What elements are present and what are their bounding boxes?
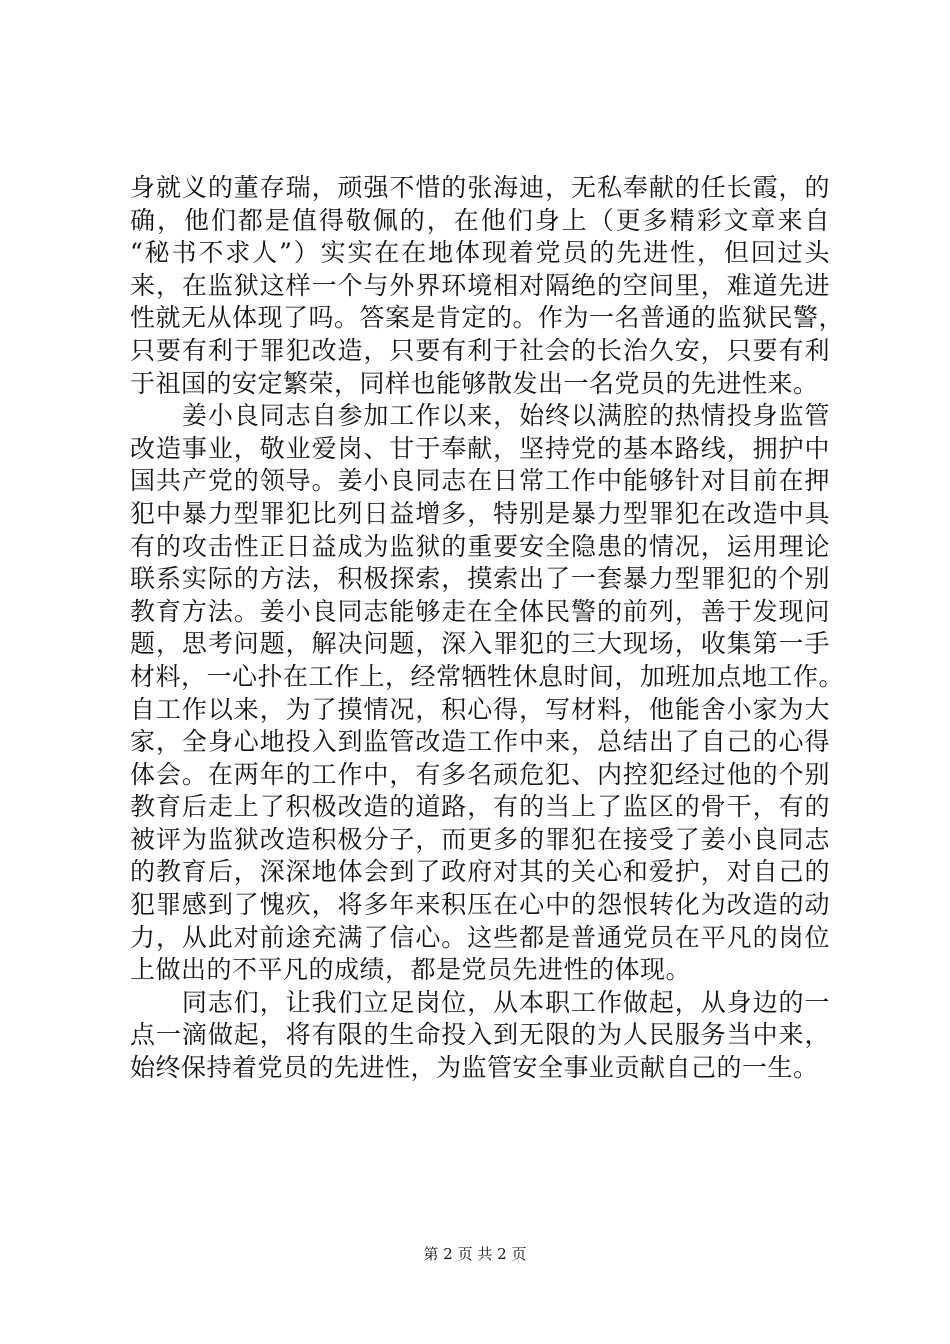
text-line: 改造事业，敬业爱岗、甘于奉献，坚持党的基本路线，拥护中: [130, 433, 830, 463]
text-line: 犯罪感到了愧疚，将多年来积压在心中的怨恨转化为改造的动: [130, 890, 830, 920]
text-line: 犯中暴力型罪犯比列日益增多，特别是暴力型罪犯在改造中具: [130, 498, 830, 528]
text-line: 始终保持着党员的先进性，为监管安全事业贡献自己的一生。: [130, 1053, 819, 1083]
text-line: 被评为监狱改造积极分子，而更多的罪犯在接受了姜小良同志: [130, 824, 830, 854]
text-line: 有的攻击性正日益成为监狱的重要安全隐患的情况，运用理论: [130, 531, 830, 561]
text-line: 同志们，让我们立足岗位，从本职工作做起，从身边的一: [130, 987, 830, 1017]
text-line: 姜小良同志自参加工作以来，始终以满腔的热情投身监管: [130, 401, 830, 431]
text-line: 身就义的董存瑞，顽强不惜的张海迪，无私奉献的任长霞，的: [130, 173, 830, 202]
text-line: 体会。在两年的工作中，有多名顽危犯、内控犯经过他的个别: [130, 759, 830, 789]
text-line: 家，全身心地投入到监管改造工作中来，总结出了自己的心得: [130, 727, 830, 757]
text-line: 教育方法。姜小良同志能够走在全体民警的前列，善于发现问: [130, 596, 830, 626]
text-line: 材料，一心扑在工作上，经常牺牲休息时间，加班加点地工作。: [130, 661, 845, 691]
text-line: 点一滴做起，将有限的生命投入到无限的为人民服务当中来，: [130, 1020, 830, 1050]
text-line: 只要有利于罪犯改造，只要有利于社会的长治久安，只要有利: [130, 335, 830, 365]
text-line: 题，思考问题，解决问题，深入罪犯的三大现场，收集第一手: [130, 629, 830, 659]
text-line: 力，从此对前途充满了信心。这些都是普通党员在平凡的岗位: [130, 922, 830, 952]
text-line: 教育后走上了积极改造的道路，有的当上了监区的骨干，有的: [130, 792, 830, 822]
text-line: “秘书不求人”）实实在在地体现着党员的先进性，但回过头: [130, 238, 830, 268]
text-line: 联系实际的方法，积极探索，摸索出了一套暴力型罪犯的个别: [130, 564, 830, 594]
document-body: [130, 172, 845, 1085]
text-line: 来，在监狱这样一个与外界环境相对隔绝的空间里，难道先进: [130, 270, 830, 300]
text-line: 自工作以来，为了摸情况，积心得，写材料，他能舍小家为大: [130, 694, 830, 724]
page-footer: 第 2 页 共 2 页: [423, 1245, 527, 1263]
text-line: 于祖国的安定繁荣，同样也能够散发出一名党员的先进性来。: [130, 368, 819, 398]
text-line: 确，他们都是值得敬佩的，在他们身上（更多精彩文章来自: [130, 205, 830, 235]
text-line: 国共产党的领导。姜小良同志在日常工作中能够针对目前在押: [130, 466, 830, 496]
text-line: 性就无从体现了吗。答案是肯定的。作为一名普通的监狱民警，: [130, 303, 845, 333]
text-line: 的教育后，深深地体会到了政府对其的关心和爱护，对自己的: [130, 857, 830, 887]
text-line: 上做出的不平凡的成绩，都是党员先进性的体现。: [130, 955, 692, 985]
